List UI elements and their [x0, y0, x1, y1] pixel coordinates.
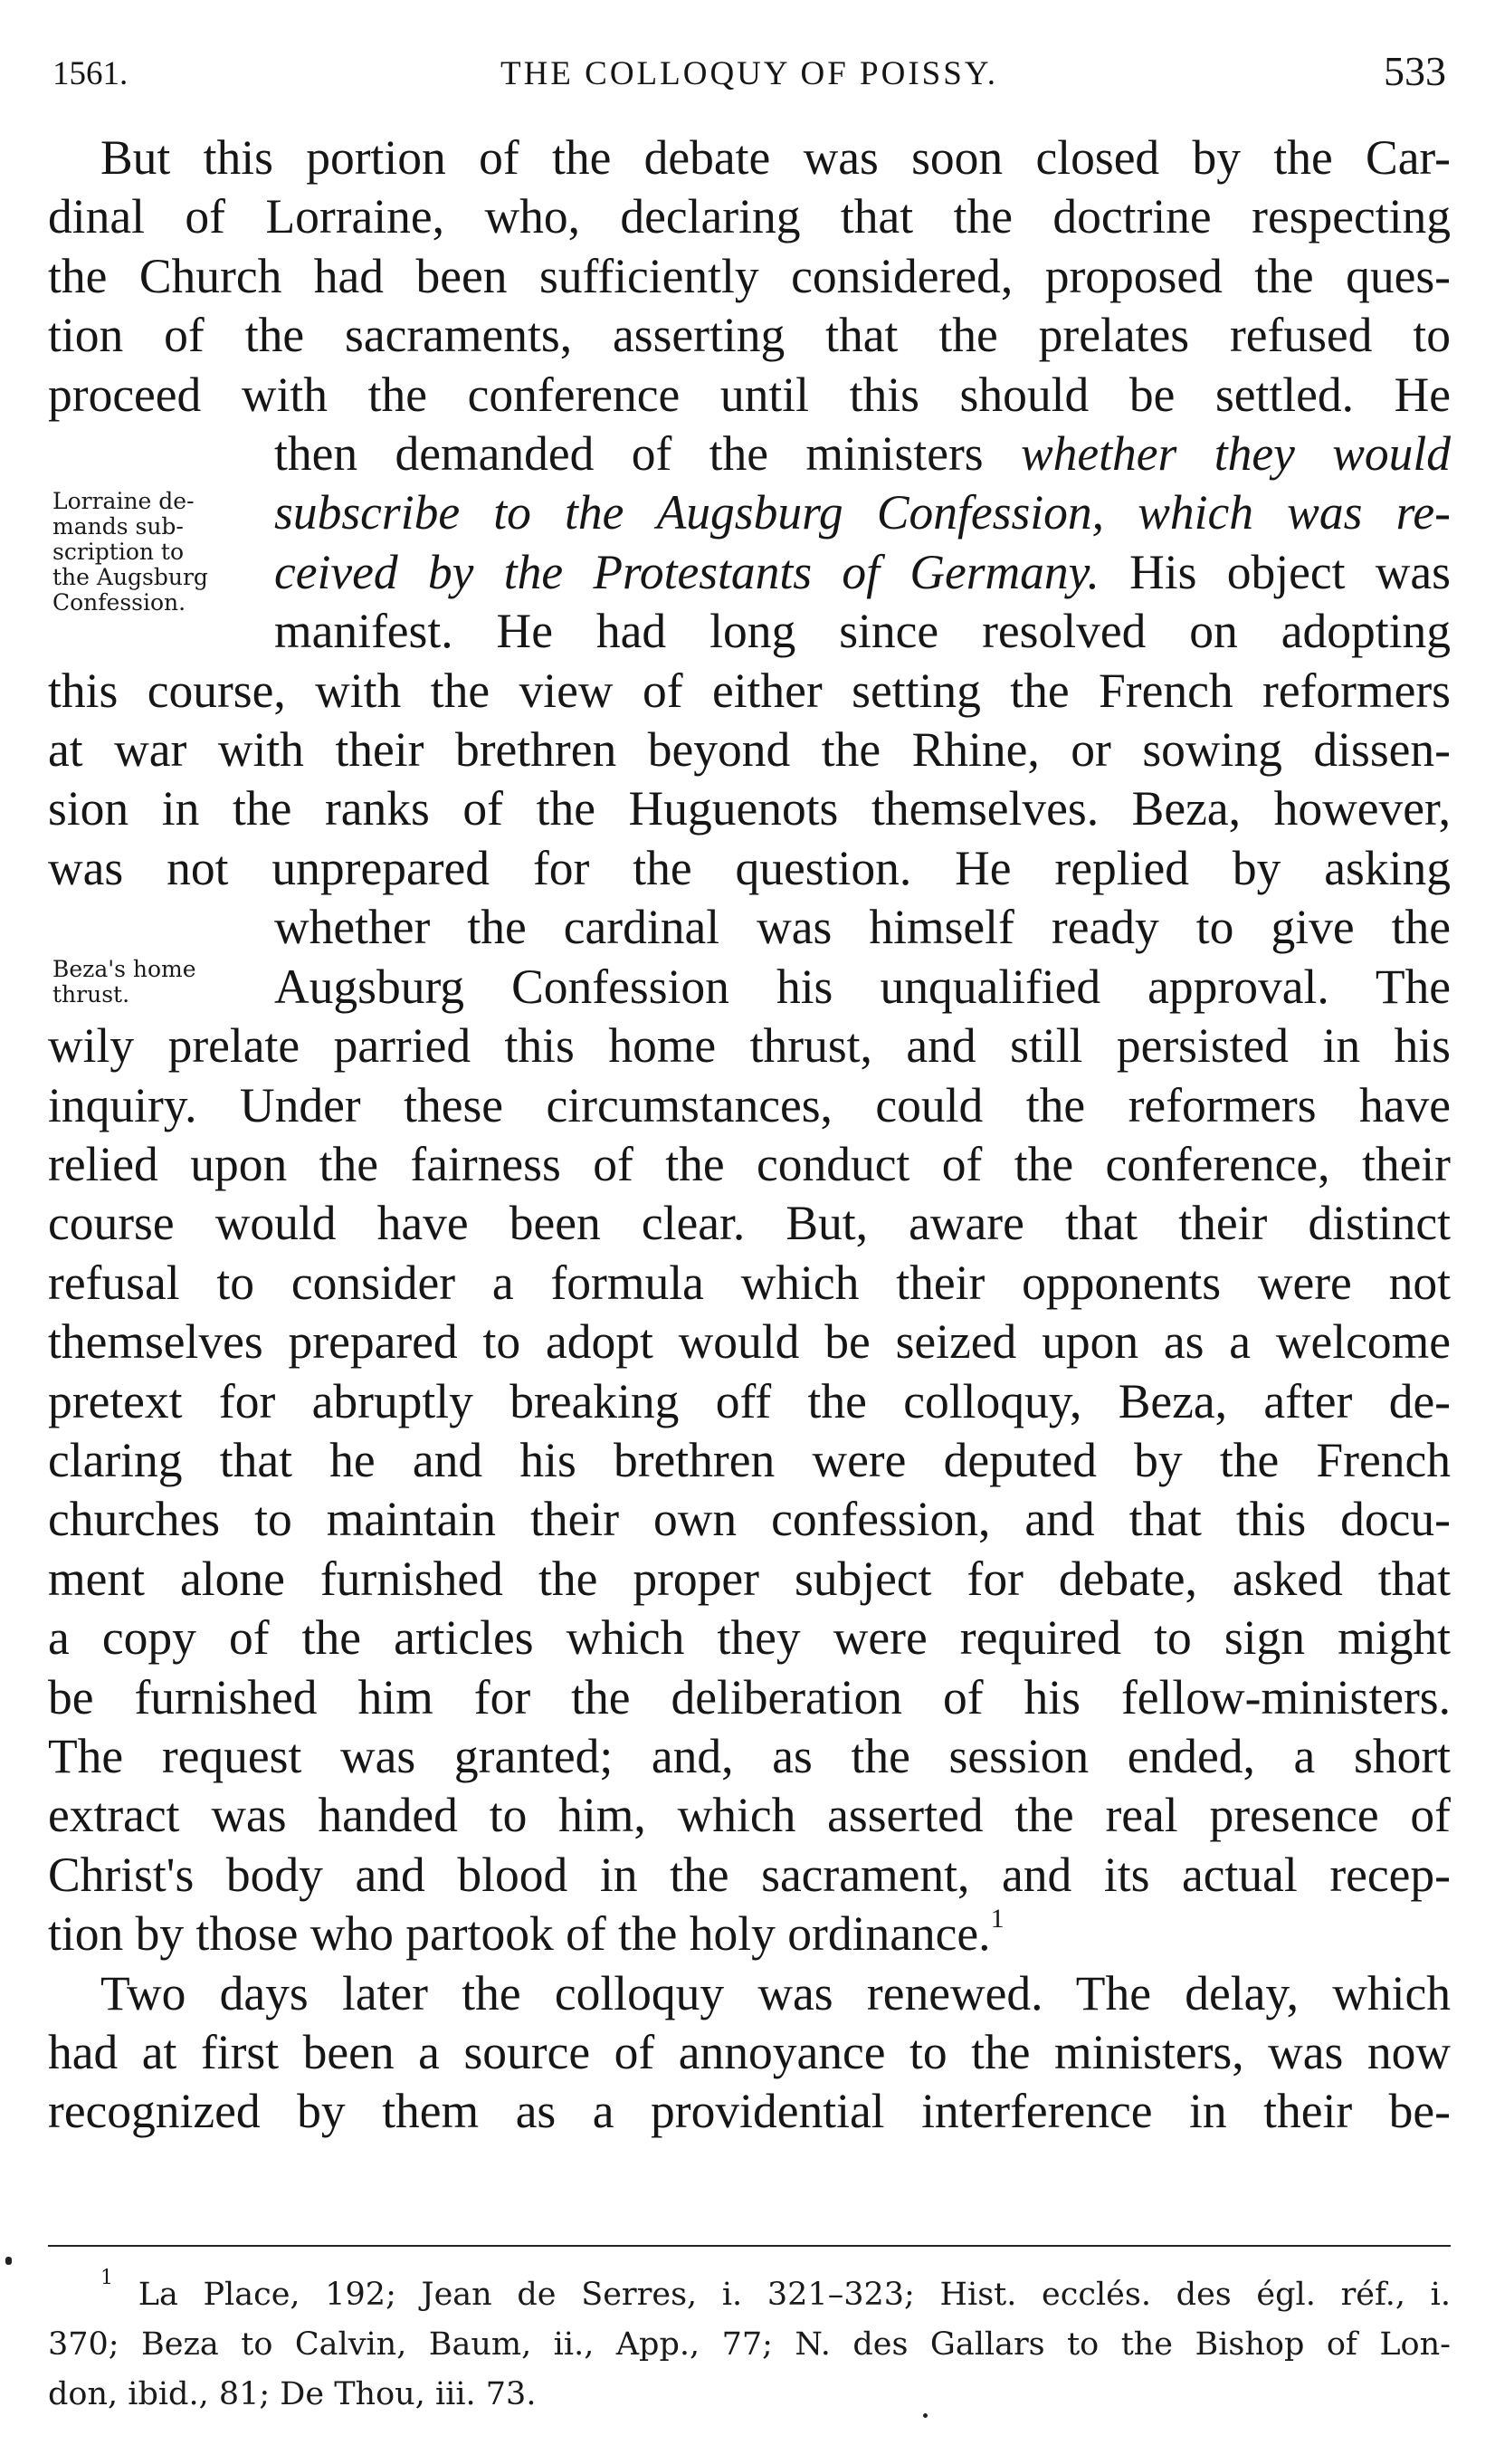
text-line: dinal of Lorraine, who, declaring that the doctrine respecting: [48, 189, 1451, 244]
margin-note-line: Beza's home: [52, 956, 196, 982]
text-line: manifest. He had long since resolved on adopting: [274, 604, 1451, 659]
text-line: claring that he and his brethren were deputed by the French: [48, 1432, 1451, 1487]
text-line: whether the cardinal was himself ready to give the: [274, 900, 1451, 955]
text-line: extract was handed to him, which asserted the real presence of: [48, 1788, 1451, 1843]
text-line: themselves prepared to adopt would be seized upon as a welcome: [48, 1314, 1451, 1370]
text-line: sion in the ranks of the Huguenots themselves. Beza, however,: [48, 781, 1451, 836]
text-line: wily prelate parried this home thrust, and still persisted in his: [48, 1018, 1451, 1074]
text-run: His object was: [1099, 544, 1451, 599]
margin-note-line: Confession.: [52, 589, 186, 616]
footnote-line: don, ibid., 81; De Thou, iii. 73.: [48, 2376, 537, 2412]
text-line: churches to maintain their own confession, and that this docu-: [48, 1492, 1451, 1547]
text-line: a copy of the articles which they were required to sign might: [48, 1610, 1451, 1666]
margin-note-line: mands sub-: [52, 513, 184, 540]
text-line: this course, with the view of either setting the French reformers: [48, 663, 1451, 718]
text-run: tion by those who partook of the holy ordinance.: [48, 1906, 991, 1962]
footnote-reference: 1: [990, 1904, 1005, 1934]
text-line: was not unprepared for the question. He replied by asking: [48, 840, 1451, 895]
text-line: be furnished him for the deliberation of his fellow-ministers.: [48, 1669, 1451, 1724]
text-line: the Church had been sufficiently considered, proposed the ques-: [48, 248, 1451, 303]
text-line: course would have been clear. But, aware that their distinct: [48, 1196, 1451, 1251]
text-line: inquiry. Under these circumstances, could the reformers have: [48, 1077, 1451, 1132]
footnote-text: La Place, 192; Jean de Serres, i. 321–323; Hist. ecclés. des égl. réf., i.: [138, 2277, 1451, 2313]
footnote-line: [48, 2267, 1451, 2320]
margin-note-line: scription to: [52, 539, 185, 565]
text-line: proceed with the conference until this should be settled. He: [48, 367, 1451, 422]
main-text: [48, 129, 1451, 2142]
running-head-title: THE COLLOQUY OF POISSY.: [500, 55, 999, 92]
ink-speck: [5, 2257, 12, 2265]
running-head-year: 1561.: [52, 55, 129, 92]
text-run: then demanded of the ministers: [274, 426, 1021, 482]
text-line: refusal to consider a formula which their opponents were not: [48, 1255, 1451, 1310]
running-head: [52, 47, 1446, 101]
text-line: The request was granted; and, as the session ended, a short: [48, 1728, 1451, 1783]
text-line: [274, 425, 1451, 483]
footnotes: [48, 2267, 1451, 2420]
text-line: relied upon the fairness of the conduct of the conference, their: [48, 1136, 1451, 1191]
italic-run: ceived by the Protestants of Germany.: [274, 544, 1100, 599]
text-line: [274, 543, 1451, 602]
page-number: 533: [1384, 48, 1446, 94]
footnote-line: 370; Beza to Calvin, Baum, ii., App., 77; N. des Gallars to the Bishop of Lon-: [48, 2326, 1451, 2363]
text-line: at war with their brethren beyond the Rhine, or sowing dissen-: [48, 722, 1451, 778]
text-line: pretext for abruptly breaking off the colloquy, Beza, after de-: [48, 1373, 1451, 1428]
text-line: had at first been a source of annoyance to the ministers, was now: [48, 2025, 1451, 2079]
text-line: subscribe to the Augsburg Confession, which was re-: [274, 485, 1451, 540]
text-line: Two days later the colloquy was renewed. The delay, which: [100, 1965, 1451, 2020]
text-line: Christ's body and blood in the sacrament, and its actual recep-: [48, 1847, 1451, 1902]
margin-note-line: thrust.: [52, 981, 130, 1008]
footnote-rule: [48, 2245, 1451, 2247]
text-line: recognized by them as a providential interference in their be-: [48, 2084, 1451, 2139]
text-line: But this portion of the debate was soon closed by the Car-: [100, 130, 1451, 185]
text-line: tion of the sacraments, asserting that the prelates refused to: [48, 308, 1451, 363]
text-line: ment alone furnished the proper subject for debate, asked that: [48, 1551, 1451, 1606]
text-line: Augsburg Confession his unqualified approval. The: [274, 959, 1451, 1014]
text-line: [48, 1905, 1451, 1963]
margin-note-line: the Augsburg: [52, 564, 208, 590]
footnote-marker: 1: [100, 2267, 113, 2290]
margin-note-line: Lorraine de-: [52, 488, 195, 514]
italic-run: whether they would: [1020, 426, 1452, 482]
